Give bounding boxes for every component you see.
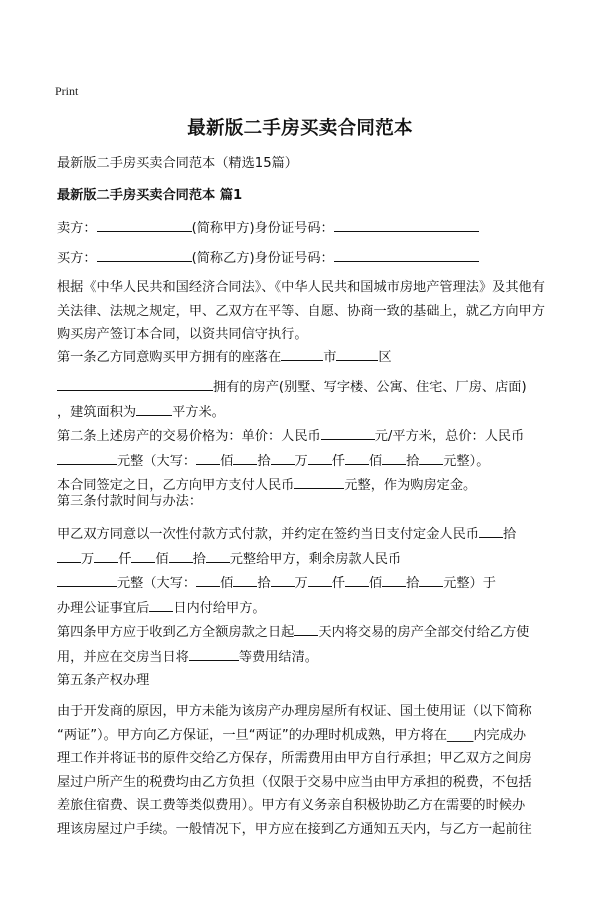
section-heading: 最新版二手房买卖合同范本 篇1 — [57, 188, 243, 203]
article-1-continued: 拥有的房产(别墅、写字楼、公寓、住宅、厂房、店面) ，建筑面积为 平方米。 — [57, 375, 552, 424]
article-5-paragraph — [57, 700, 552, 841]
blank — [57, 375, 213, 391]
print-link[interactable]: Print — [55, 84, 79, 98]
blank — [97, 216, 192, 232]
blank — [308, 449, 332, 465]
paragraph-line: 理工作并将证书的原件交给乙方保存，所需费用由甲方自行承担；甲乙双方之间房 — [57, 751, 532, 766]
blank — [136, 400, 172, 416]
blank — [336, 345, 378, 361]
blank — [334, 216, 479, 232]
seller-line — [57, 216, 552, 241]
blank — [149, 596, 173, 612]
buyer-label: 买方： — [57, 251, 97, 266]
blank — [196, 449, 220, 465]
article-1: 第一条乙方同意购买甲方拥有的座落在 市 区 — [57, 345, 552, 370]
blank — [233, 571, 257, 587]
paragraph-line: 理该房屋过户手续。一般情况下，甲方应在接到乙方通知五天内，与乙方一起前往 — [57, 821, 532, 837]
article-5-heading: 第五条产权办理 — [57, 673, 150, 688]
blank — [189, 645, 239, 661]
blank — [382, 571, 406, 587]
blank — [196, 571, 220, 587]
seller-mid: (简称甲方)身份证号码： — [191, 221, 334, 236]
blank — [57, 449, 117, 465]
blank — [281, 345, 323, 361]
blank — [57, 547, 81, 563]
article-2: 第二条上述房产的交易价格为：单价：人民币 元/平方米，总价：人民币 元整（大写： 佰 拾 万 仟 佰 拾 元整）。 本合同签定之日，乙方向甲方支付人民币 元整，作为购房定金。 — [57, 424, 552, 498]
paragraph-line: “两证”）。甲方向乙方保证，一旦“两证”的办理时机成熟，甲方将在____内完成办 — [57, 727, 527, 743]
blank — [169, 547, 193, 563]
buyer-line — [57, 246, 552, 271]
article-3: 甲乙双方同意以一次性付款方式付款，并约定在签约当日支付定金人民币 拾 万 仟 佰 拾 元整给甲方，剩余房款人民币 — [57, 522, 552, 571]
blank — [271, 449, 295, 465]
blank — [419, 449, 443, 465]
paragraph-line: 屋过户所产生的税费均由乙方负担（仅限于交易中应当由甲方承担的税费，不包括 — [57, 774, 532, 790]
seller-label: 卖方： — [57, 221, 97, 236]
intro-paragraph: 根据《中华人民共和国经济合同法》、《中华人民共和国城市房地产管理法》及其他有关法律、法规之规定，甲、乙双方在平等、自愿、协商一致的基础上，就乙方向甲方购买房产签订本合同，以资共同信守执行。 — [57, 280, 545, 342]
article-3-heading: 第三条付款时间与办法： — [57, 494, 203, 509]
paragraph-line: 由于开发商的原因，甲方未能为该房产办理房屋所有权证、国土使用证（以下简称 — [57, 704, 532, 719]
document-title: 最新版二手房买卖合同范本 — [187, 118, 413, 139]
blank — [94, 547, 118, 563]
blank — [308, 571, 332, 587]
paragraph-line: 差旅住宿费、误工费等类似费用）。甲方有义务亲自积极协助乙方在需要的时候办 — [57, 798, 526, 813]
blank — [206, 547, 230, 563]
article-4: 第四条甲方应于收到乙方全额房款之日起 天内将交易的房产全部交付给乙方使 用，并应在交房当日将 等费用结清。 — [57, 620, 552, 669]
article-3-continued: 元整（大写： 佰 拾 万 仟 佰 拾 元整）于 办理公证事宜后 日内付给甲方。 — [57, 571, 552, 620]
blank — [334, 246, 479, 262]
document-subtitle: 最新版二手房买卖合同范本（精选15篇） — [57, 156, 298, 171]
blank — [294, 473, 344, 489]
blank — [419, 571, 443, 587]
blank — [382, 449, 406, 465]
blank — [321, 424, 375, 440]
blank — [479, 522, 503, 538]
blank — [233, 449, 257, 465]
blank — [271, 571, 295, 587]
blank — [294, 620, 318, 636]
blank — [345, 449, 369, 465]
buyer-mid: (简称乙方)身份证号码： — [191, 251, 334, 266]
blank — [345, 571, 369, 587]
blank — [131, 547, 155, 563]
blank — [57, 571, 117, 587]
blank — [97, 246, 192, 262]
